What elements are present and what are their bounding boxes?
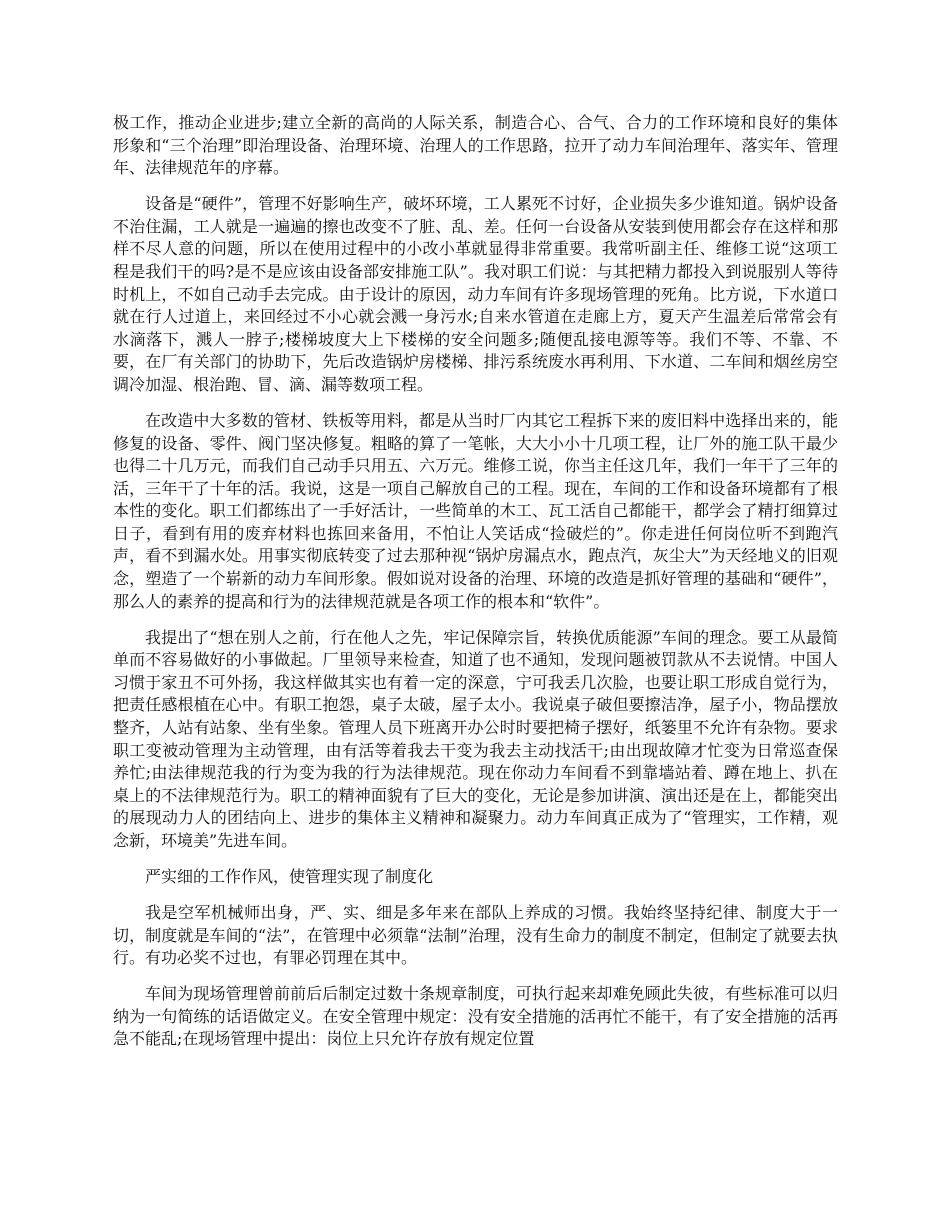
paragraph-regulations: 车间为现场管理曾前前后后制定过数十条规章制度，可执行起来却难免顾此失彼，有些标准可以归纳为一句简练的话语做定义。在安全管理中规定：没有安全措施的活再忙不能干，有了安全措施的活再急不能乱;在现场管理中提出：岗位上只允许存放有规定位置	[113, 984, 838, 1049]
paragraph-military-discipline: 我是空军机械师出身，严、实、细是多年来在部队上养成的习惯。我始终坚持纪律、制度大于一切，制度就是车间的“法”，在管理中必须靠“法制”治理，没有生命力的制度不制定，但制定了就要去执行。有功必奖不过也，有罪必罚理在其中。	[113, 902, 838, 968]
section-heading-work-style: 严实细的工作作风，使管理实现了制度化	[145, 866, 434, 886]
paragraph-intro-continuation: 极工作，推动企业进步;建立全新的高尚的人际关系，制造合心、合气、合力的工作环境和良好的集体形象和“三个治理”即治理设备、治理环境、治理人的工作思路，拉开了动力车间治理年、落实年、管理年、法律规范年的序幕。	[113, 113, 838, 178]
paragraph-equipment-hardware: 设备是“硬件”，管理不好影响生产，破坏环境，工人累死不讨好，企业损失多少谁知道。锅炉设备不治住漏，工人就是一遍遍的擦也改变不了脏、乱、差。任何一台设备从安装到使用都会存在这样和那样不尽人意的问题，所以在使用过程中的小改小革就显得非常重要。我常听副主任、维修工说“这项工程是我们干的吗?是不是应该由设备部安排施工队”。我对职工们说：与其把精力都投入到说服别人等待时机上，不如自己动手去完成。由于设计的原因，动力车间有许多现场管理的死角。比方说，下水道口就在行人过道上，来回经过不小心就会溅一身污水;自来水管道在走廊上方，夏天产生温差后常常会有水滴落下，溅人一脖子;楼梯坡度大上下楼梯的安全问题多;随便乱接电源等等。我们不等、不靠、不要，在厂有关部门的协助下，先后改造锅炉房楼梯、排污系统废水再利用、下水道、二车间和烟丝房空调冷加湿、根治跑、冒、滴、漏等数项工程。	[113, 194, 838, 394]
paragraph-workshop-philosophy: 我提出了“想在别人之前，行在他人之先，牢记保障宗旨，转换优质能源”车间的理念。要工从最简单而不容易做好的小事做起。厂里领导来检查，知道了也不通知，发现问题被罚款从不去说情。中国人习惯于家丑不可外扬，我这样做其实也有着一定的深意，宁可我丢几次脸，也要让职工形成自觉行为，把责任感根植在心中。有职工抱怨，桌子太破，屋子太小。我说桌子破但要擦洁净，屋子小，物品摆放整齐，人站有站象、坐有坐象。管理人员下班离开办公时时要把椅子摆好，纸篓里不允许有杂物。要求职工变被动管理为主动管理，由有活等着我去干变为我去主动找活干;由出现故障才忙变为日常巡查保养忙;由法律规范我的行为变为我的行为法律规范。现在你动力车间看不到靠墙站着、蹲在地上、扒在桌上的不法律规范行为。职工的精神面貌有了巨大的变化，无论是参加讲演、演出还是在上，都能突出的展现动力人的团结向上、进步的集体主义精神和凝聚力。动力车间真正成为了“管理实，工作精，观念新，环境美”先进车间。	[113, 627, 838, 850]
paragraph-renovation-materials: 在改造中大多数的管材、铁板等用料，都是从当时厂内其它工程拆下来的废旧料中选择出来的，能修复的设备、零件、阀门坚决修复。粗略的算了一笔帐，大大小小十几项工程，让厂外的施工队干最少也得二十几万元，而我们自己动手只用五、六万元。维修工说，你当主任这几年，我们一年干了三年的活，三年干了十年的活。我说，这是一项自己解放自己的工程。现在，车间的工作和设备环境都有了根本性的变化。职工们都练出了一手好活计，一些简单的木工、瓦工活自己都能干，都学会了精打细算过日子，看到有用的废弃材料也拣回来备用，不怕让人笑话成“捡破烂的”。你走进任何岗位听不到跑汽声，看不到漏水处。用事实彻底转变了过去那种视“锅炉房漏点水，跑点汽，灰尘大”为天经地义的旧观念，塑造了一个崭新的动力车间形象。假如说对设备的治理、环境的改造是抓好管理的基础和“硬件”，那么人的素养的提高和行为的法律规范就是各项工作的根本和“软件”。	[113, 410, 838, 611]
document-page	[113, 112, 838, 1064]
